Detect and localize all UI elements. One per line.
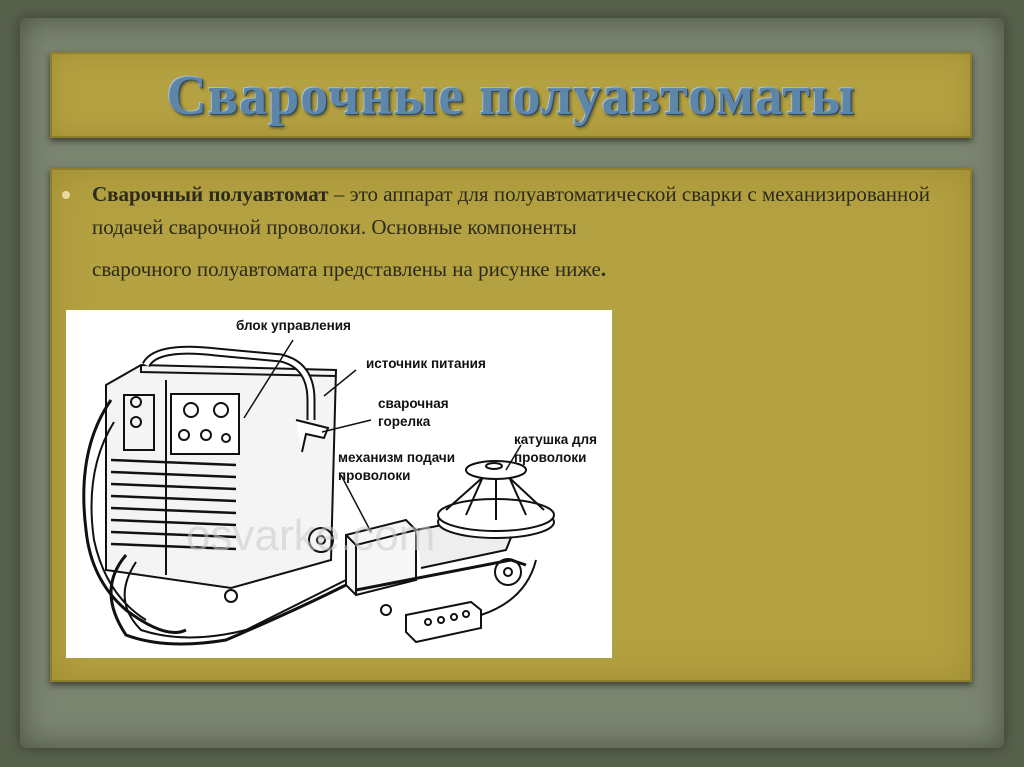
welding-machine-diagram	[66, 310, 612, 658]
bullet-item	[62, 178, 932, 286]
content-panel	[50, 168, 972, 682]
bullet-text	[92, 178, 932, 286]
label-power-source: источник питания	[366, 356, 486, 371]
label-torch-line1: сварочная	[378, 396, 449, 411]
label-feeder-line1: механизм подачи	[338, 450, 455, 465]
label-spool-line2: проволоки	[514, 450, 587, 465]
bullet-definition: – это аппарат для полуавтоматической сварки с механизированной подачей сварочной проволоки. Основные компоненты	[92, 182, 931, 239]
slide-title: Сварочные полуавтоматы	[166, 65, 856, 127]
label-control-unit: блок управления	[236, 318, 351, 333]
bullet-period: .	[600, 257, 607, 281]
label-torch-line2: горелка	[378, 414, 431, 429]
label-feeder-line2: проволоки	[338, 468, 411, 483]
title-panel	[50, 52, 972, 138]
watermark-text: osvarke.com	[186, 511, 436, 560]
bullet-icon	[62, 191, 70, 199]
bullet-continuation: сварочного полуавтомата представлены на рисунке ниже	[92, 257, 601, 281]
bullet-term: Сварочный полуавтомат	[92, 182, 329, 206]
label-spool-line1: катушка для	[514, 432, 598, 447]
